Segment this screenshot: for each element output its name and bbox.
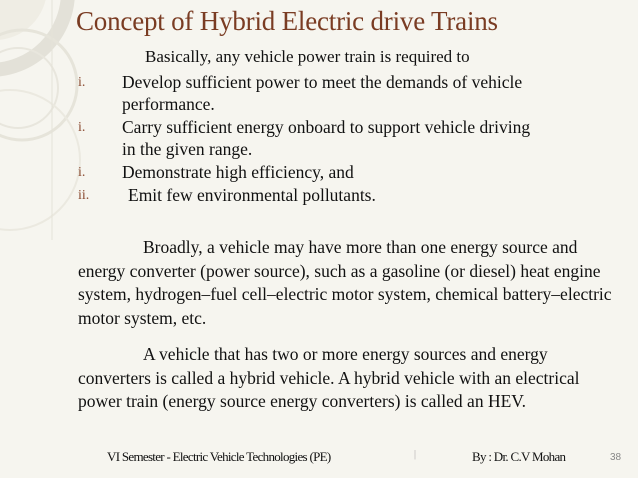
paragraph-hybrid-definition: A vehicle that has two or more energy sources and energy converters is called a hybrid vehicle. A hybrid vehicle with an electrical power train (energy source energy converters) is called an HEV. (78, 344, 580, 411)
list-item-text: Develop sufficient power to meet the demands of vehicle (122, 72, 523, 92)
list-item-text-continuation: in the given range. (122, 139, 253, 159)
list-item-text: Emit few environmental pollutants. (128, 185, 376, 205)
intro-text: Basically, any vehicle power train is required to (145, 47, 470, 66)
list-item (78, 71, 618, 115)
list-number: i. (78, 165, 86, 180)
list-item (78, 161, 618, 183)
list-item-text: Carry sufficient energy onboard to support vehicle driving (122, 117, 531, 137)
list-item-text-continuation: performance. (122, 94, 215, 114)
list-item-text: Demonstrate high efficiency, and (122, 162, 354, 182)
list-number: ii. (78, 188, 90, 203)
footer-course: VI Semester - Electric Vehicle Technologies (PE) (107, 449, 331, 464)
footer-author: By : Dr. C.V Mohan (472, 449, 566, 464)
list-item (78, 116, 618, 160)
slide-title: Concept of Hybrid Electric drive Trains (76, 6, 498, 36)
list-item (78, 184, 618, 206)
page-number: 38 (610, 452, 622, 463)
list-number: i. (78, 75, 86, 90)
footer-separator: | (414, 449, 417, 460)
paragraph-energy-sources: Broadly, a vehicle may have more than one energy source and energy converter (power source), such as a gasoline (or diesel) heat engine system, hydrogen–fuel cell–electric motor system, chemical battery–electric motor system, etc. (78, 237, 612, 328)
list-number: i. (78, 120, 86, 135)
requirements-list (78, 71, 618, 207)
